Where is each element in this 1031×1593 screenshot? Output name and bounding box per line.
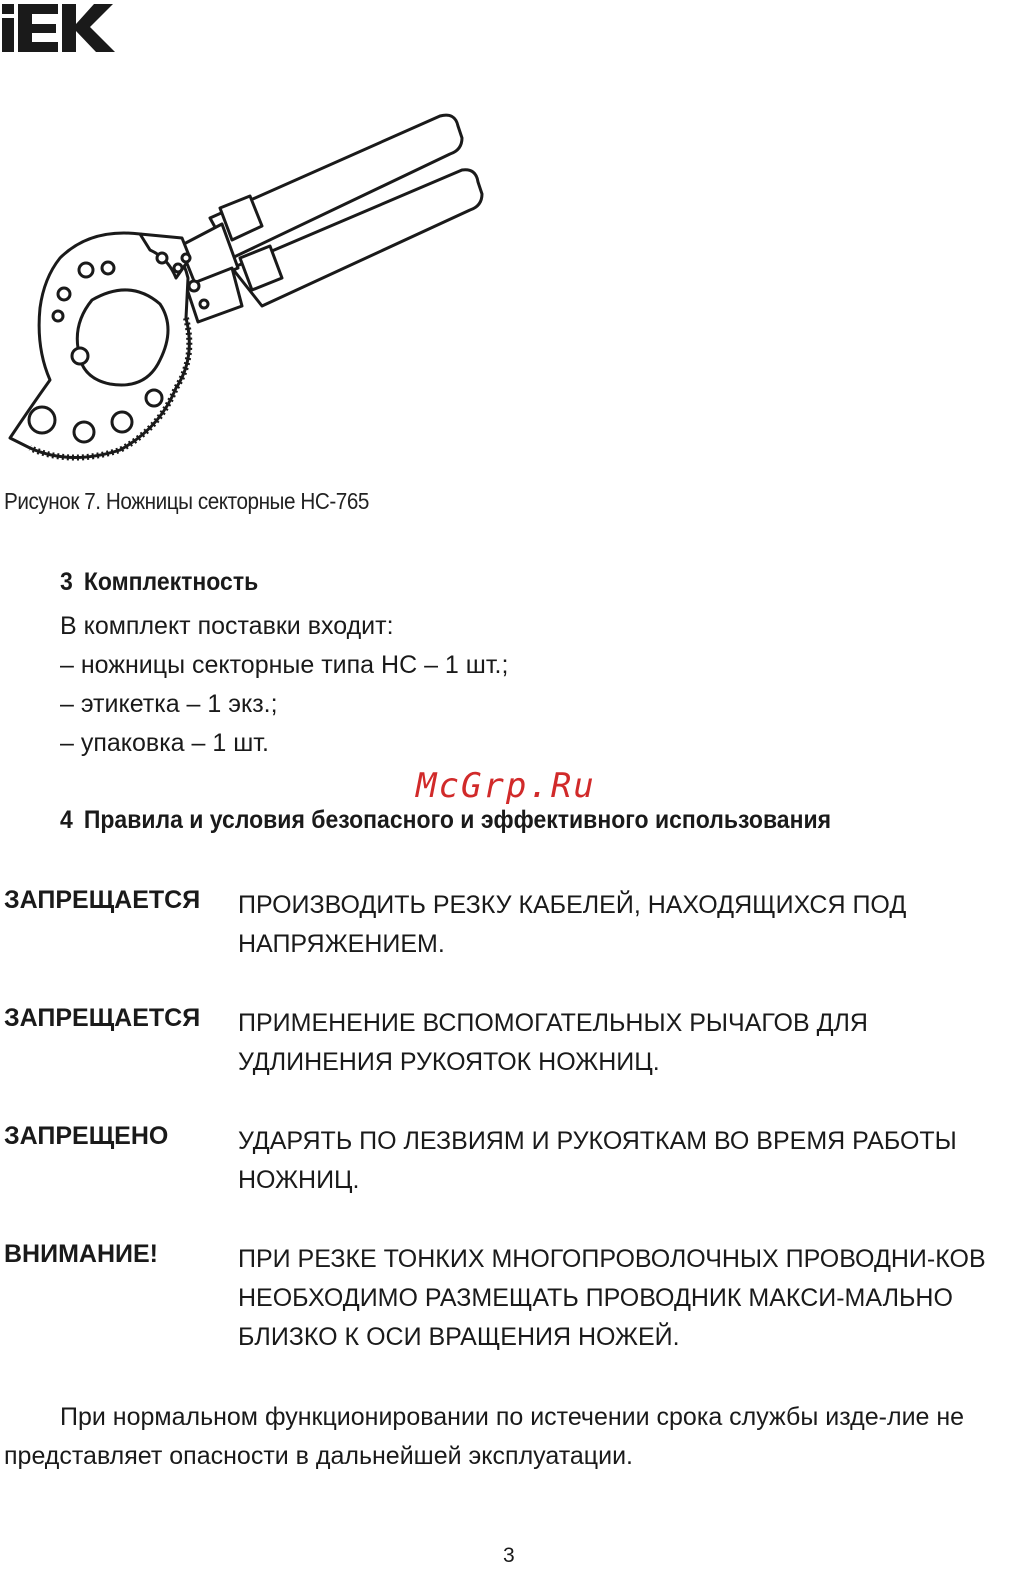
warning-label: ВНИМАНИЕ! bbox=[4, 1240, 158, 1268]
section-3-heading bbox=[60, 568, 258, 597]
page-number: 3 bbox=[503, 1544, 515, 1567]
warning-label: ЗАПРЕЩАЕТСЯ bbox=[4, 1004, 201, 1032]
list-item: – ножницы секторные типа НС – 1 шт.; bbox=[60, 651, 509, 679]
section-4-title: Правила и условия безопасного и эффективного использования bbox=[83, 806, 832, 834]
warning-label: ЗАПРЕЩЕНО bbox=[4, 1122, 169, 1150]
list-item: – упаковка – 1 шт. bbox=[60, 729, 269, 757]
section-3-number: 3 bbox=[60, 568, 73, 596]
warning-text: УДАРЯТЬ ПО ЛЕЗВИЯМ И РУКОЯТКАМ ВО ВРЕМЯ РАБОТЫ НОЖНИЦ. bbox=[238, 1127, 957, 1194]
section-4-number: 4 bbox=[60, 806, 73, 834]
list-item: – этикетка – 1 экз.; bbox=[60, 690, 278, 718]
warning-text: ПРОИЗВОДИТЬ РЕЗКУ КАБЕЛЕЙ, НАХОДЯЩИХСЯ ПОД НАПРЯЖЕНИЕМ. bbox=[238, 891, 907, 958]
figure-caption: Рисунок 7. Ножницы секторные НС-765 bbox=[4, 488, 369, 514]
list-intro: В комплект поставки входит: bbox=[60, 612, 394, 640]
closing-paragraph: При нормальном функционировании по истечении срока службы изде-лие не представляет опасности в дальнейшей эксплуатации. bbox=[4, 1403, 965, 1470]
iek-logo bbox=[0, 0, 118, 56]
cable-cutter-illustration bbox=[0, 108, 500, 478]
warning-label: ЗАПРЕЩАЕТСЯ bbox=[4, 886, 201, 914]
section-4-heading bbox=[60, 806, 831, 835]
watermark: McGrp.Ru bbox=[416, 766, 596, 806]
section-3-title: Комплектность bbox=[83, 568, 259, 596]
warning-text: ПРИМЕНЕНИЕ ВСПОМОГАТЕЛЬНЫХ РЫЧАГОВ ДЛЯ УДЛИНЕНИЯ РУКОЯТОК НОЖНИЦ. bbox=[238, 1009, 868, 1076]
warning-text: ПРИ РЕЗКЕ ТОНКИХ МНОГОПРОВОЛОЧНЫХ ПРОВОДНИ-КОВ НЕОБХОДИМО РАЗМЕЩАТЬ ПРОВОДНИК МАКСИ-МАЛЬНО БЛИЗКО К ОСИ ВРАЩЕНИЯ НОЖЕЙ. bbox=[238, 1245, 986, 1351]
